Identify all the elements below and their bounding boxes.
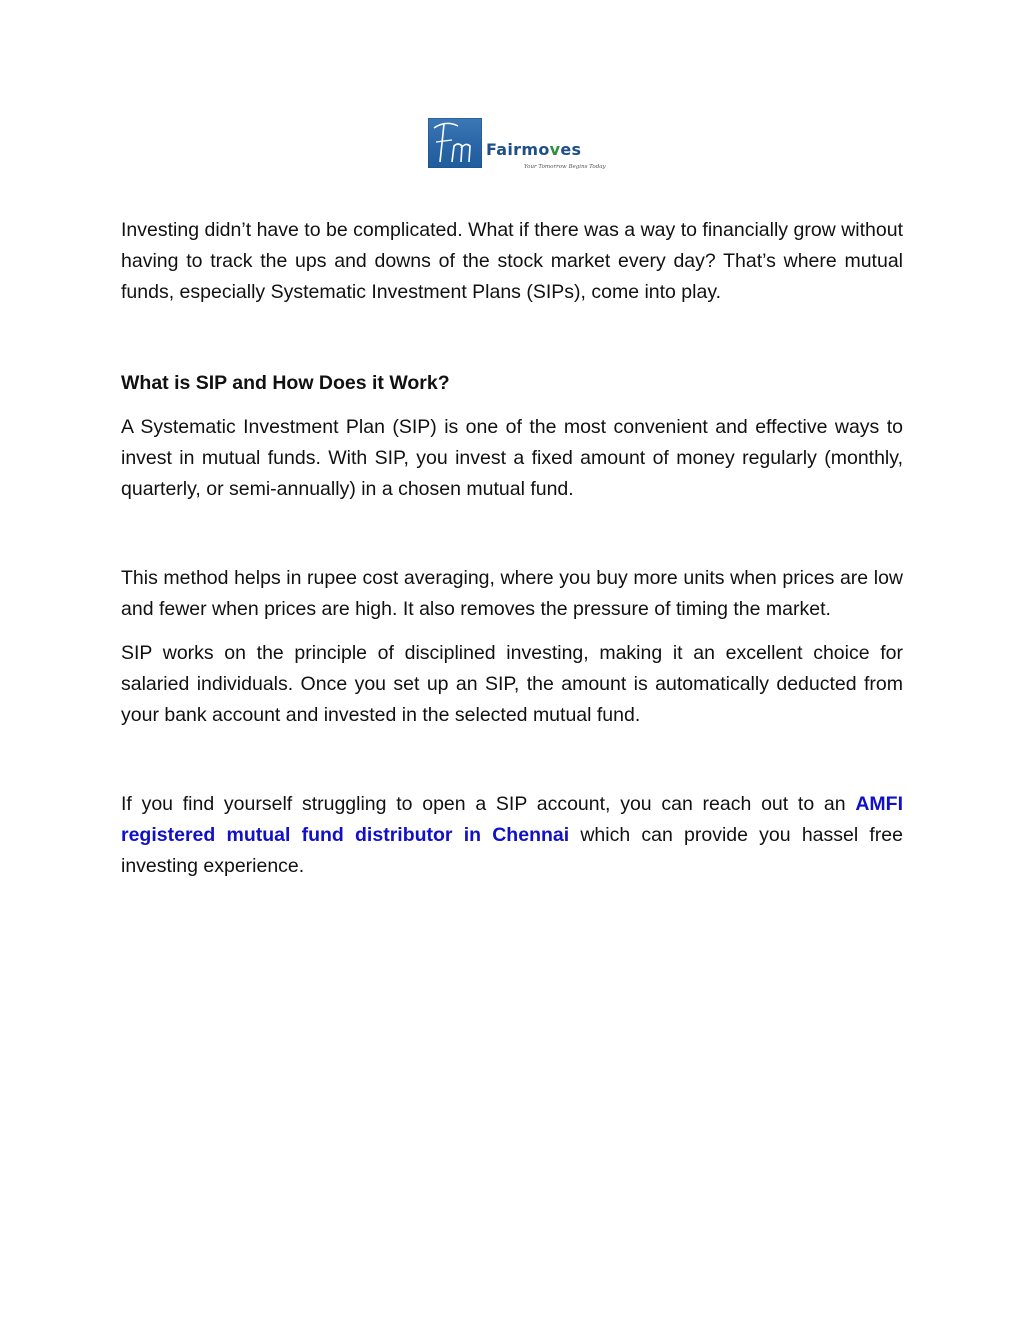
article-body [121,215,903,882]
logo-wordmark-part2: es [560,140,582,159]
distributor-text-before: If you find yourself struggling to open a SIP account, you can reach out to an [121,793,856,815]
fairmoves-logo [428,118,606,176]
logo-monogram-icon [428,118,482,168]
logo-wordmark-part1: Fairmo [486,140,550,159]
logo-tagline: Your Tomorrow Begins Today [524,164,606,170]
disciplined-investing-paragraph: SIP works on the principle of disciplined investing, making it an excellent choice for salaried individuals. Once you set up an SIP, the amount is automatically deducted from your bank account and invested in the selected mutual fund. [121,642,903,726]
distributor-paragraph [121,789,903,882]
intro-paragraph: Investing didn’t have to be complicated. What if there was a way to financially grow without having to track the ups and downs of the stock market every day? That’s where mutual funds, especially Systematic Investment Plans (SIPs), come into play. [121,219,903,303]
logo-wordmark-accent: v [549,140,561,159]
section-heading: What is SIP and How Does it Work? [121,372,450,394]
distributor-text-after: which can provide you hassel free investing experience. [121,824,903,877]
logo-wordmark [486,140,581,159]
monogram-graphic [428,118,482,168]
sip-definition-paragraph: A Systematic Investment Plan (SIP) is one of the most convenient and effective ways to invest in mutual funds. With SIP, you invest a fixed amount of money regularly (monthly, quarterly, or semi-annually) in a chosen mutual fund. [121,416,903,500]
rupee-cost-averaging-paragraph: This method helps in rupee cost averaging, where you buy more units when prices are low and fewer when prices are high. It also removes the pressure of timing the market. [121,567,903,620]
amfi-distributor-link[interactable]: AMFI registered mutual fund distributor in Chennai [121,793,903,846]
